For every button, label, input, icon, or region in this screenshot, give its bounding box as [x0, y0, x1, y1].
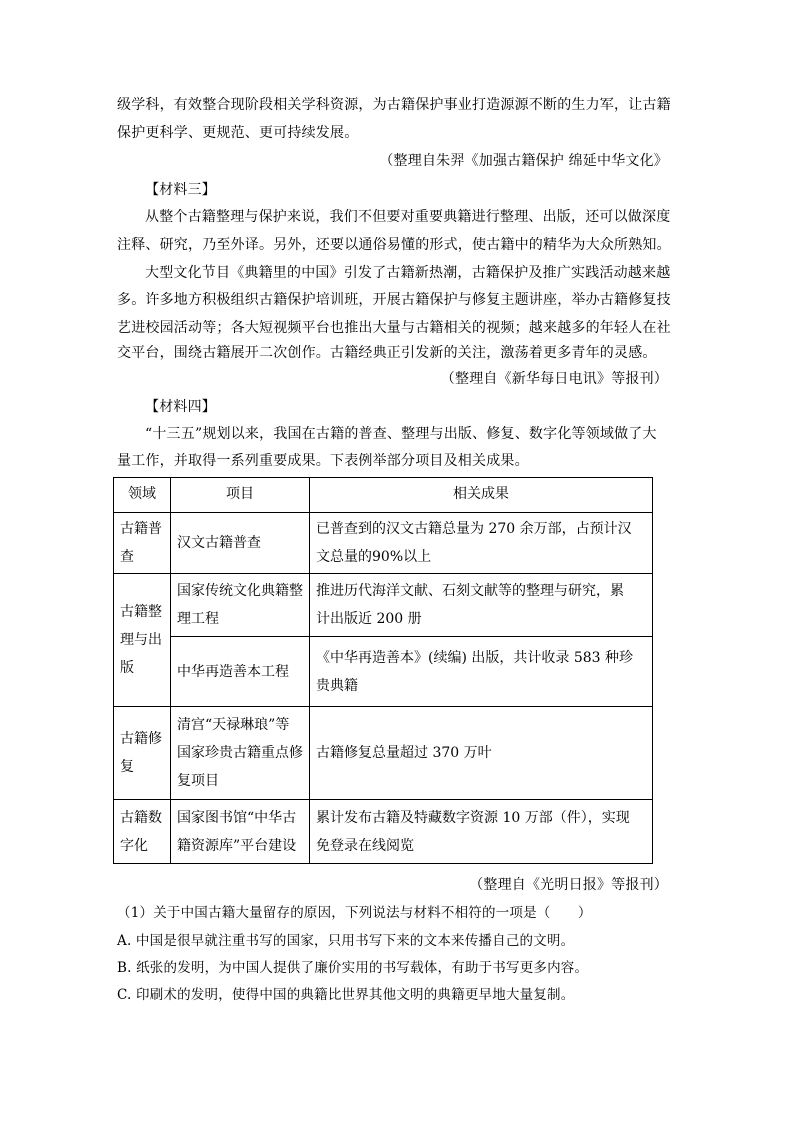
- table-cell-result: 《中华再造善本》(续编) 出版，共计收录 583 种珍 贵典籍: [310, 637, 653, 707]
- table-header-cell: 相关成果: [310, 478, 653, 513]
- paragraph-line: 大型文化节目《典籍里的中国》引发了古籍新热潮，古籍保护及推广实践活动越来越: [145, 265, 671, 281]
- table-row: [114, 574, 653, 637]
- table-row: [114, 513, 653, 574]
- table-header-row: [114, 478, 653, 513]
- table-header-cell: 项目: [171, 478, 310, 513]
- option-b: B. 纸张的发明，为中国人提供了廉价实用的书写载体，有助于书写更多内容。: [117, 960, 589, 976]
- paragraph-line: 注释、研究，乃至外译。另外，还要以通俗易懂的形式，使古籍中的精华为大众所熟知。: [117, 237, 671, 253]
- table-cell-project: 清宫“天禄琳琅”等 国家珍贵古籍重点修 复项目: [171, 707, 310, 800]
- table-cell-domain: 古籍整 理与出 版: [114, 574, 171, 707]
- option-a: A. 中国是很早就注重书写的国家，只用书写下来的文本来传播自己的文明。: [117, 933, 575, 949]
- source-citation: （整理自《光明日报》等报刊）: [469, 877, 668, 893]
- paragraph-line: 多。许多地方积极组织古籍保护培训班，开展古籍保护与修复主题讲座，举办古籍修复技: [117, 292, 671, 308]
- source-citation: （整理自朱羿《加强古籍保护 绵延中华文化》: [379, 153, 668, 169]
- table-row: [114, 800, 653, 864]
- table-cell-domain: 古籍数 字化: [114, 800, 171, 864]
- question-stem: （1）关于中国古籍大量留存的原因，下列说法与材料不相符的一项是（ ）: [117, 905, 592, 921]
- section-title-material-4: 【材料四】: [145, 399, 216, 415]
- paragraph-line: 从整个古籍整理与保护来说，我们不但要对重要典籍进行整理、出版，还可以做深度: [145, 209, 671, 225]
- paragraph-line: “十三五”规划以来，我国在古籍的普查、整理与出版、修复、数字化等领域做了大: [145, 426, 657, 442]
- table-cell-domain: 古籍普 查: [114, 513, 171, 574]
- table-header-cell: 领域: [114, 478, 171, 513]
- table-cell-result: 已普查到的汉文古籍总量为 270 余万部，占预计汉 文总量的90%以上: [310, 513, 653, 574]
- table-row: [114, 707, 653, 800]
- paragraph-line: 交平台，围绕古籍展开二次创作。古籍经典正引发新的关注，激荡着更多青年的灵感。: [117, 345, 657, 361]
- table-row: [114, 637, 653, 707]
- table-cell-project: 国家图书馆“中华古 籍资源库”平台建设: [171, 800, 310, 864]
- table-cell-domain: 古籍修 复: [114, 707, 171, 800]
- paragraph-line: 保护更科学、更规范、更可持续发展。: [117, 125, 359, 141]
- table-cell-result: 累计发布古籍及特藏数字资源 10 万部（件），实现 免登录在线阅览: [310, 800, 653, 864]
- table-cell-result: 古籍修复总量超过 370 万叶: [310, 707, 653, 800]
- paragraph-line: 量工作，并取得一系列重要成果。下表例举部分项目及相关成果。: [117, 453, 529, 469]
- paragraph-line: 级学科，有效整合现阶段相关学科资源，为古籍保护事业打造源源不断的生力军，让古籍: [117, 97, 671, 113]
- table-cell-result: 推进历代海洋文献、石刻文献等的整理与研究，累 计出版近 200 册: [310, 574, 653, 637]
- option-c: C. 印刷术的发明，使得中国的典籍比世界其他文明的典籍更早地大量复制。: [117, 987, 575, 1003]
- table-cell-project: 汉文古籍普查: [171, 513, 310, 574]
- table-cell-project: 国家传统文化典籍整 理工程: [171, 574, 310, 637]
- section-title-material-3: 【材料三】: [145, 182, 216, 198]
- table-cell-project: 中华再造善本工程: [171, 637, 310, 707]
- achievements-table: [113, 477, 653, 864]
- paragraph-line: 艺进校园活动等；各大短视频平台也推出大量与古籍相关的视频；越来越多的年轻人在社: [117, 320, 671, 336]
- source-citation: （整理自《新华每日电讯》等报刊）: [440, 371, 668, 387]
